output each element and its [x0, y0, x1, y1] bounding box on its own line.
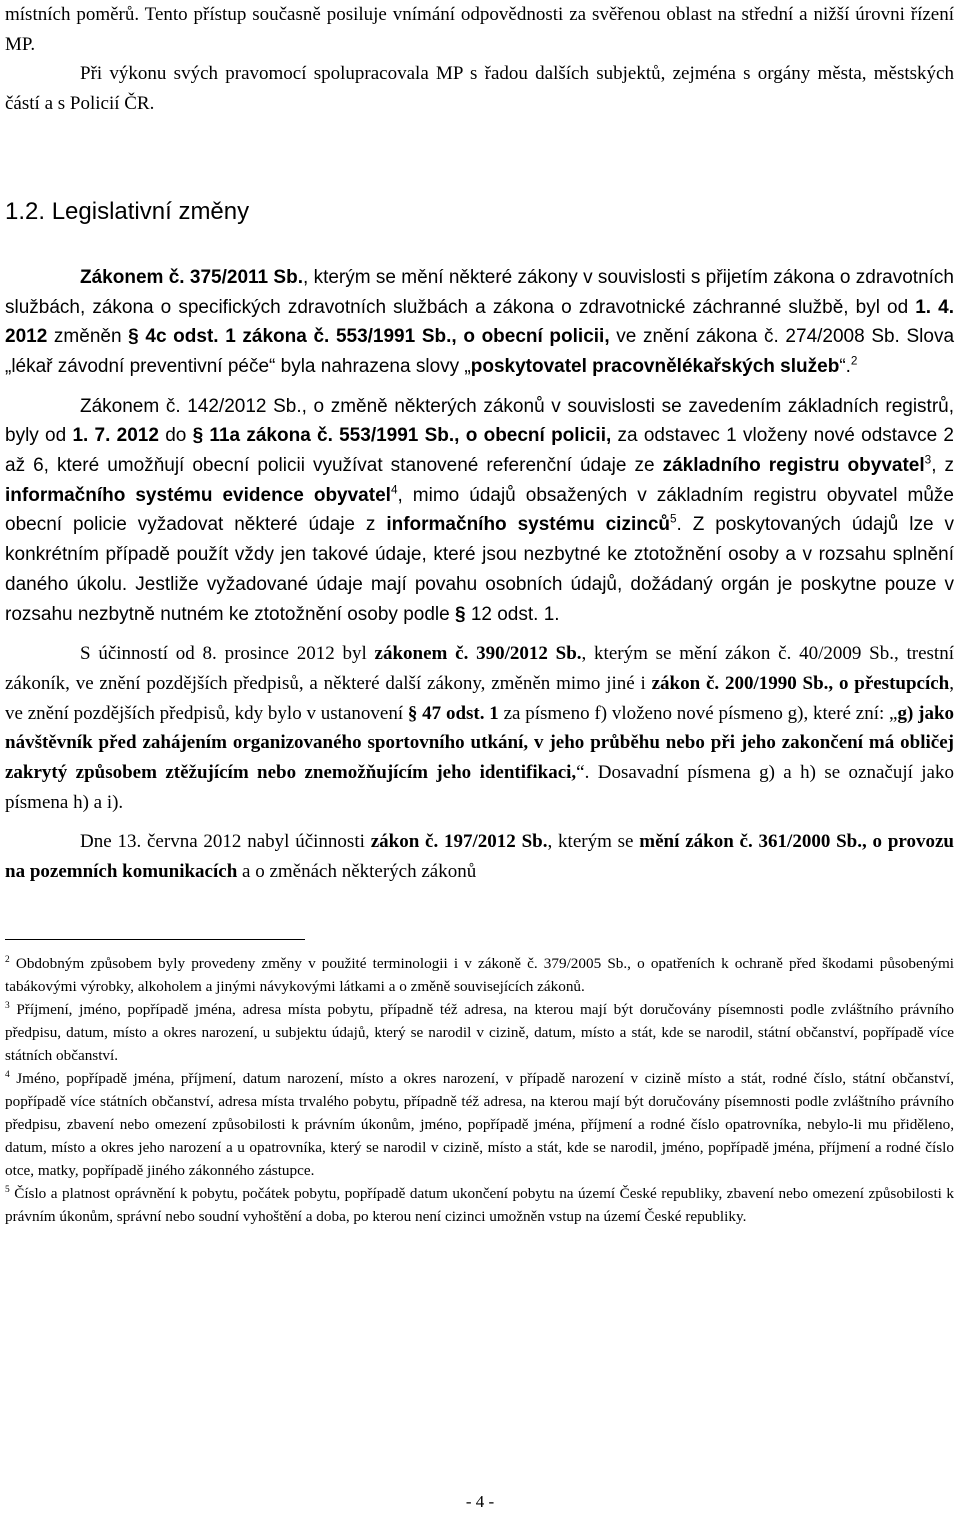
- p2-text-6: . Z poskytovaných údajů lze v konkrétním případě použít vždy jen takové údaje, které jsou nezbytné ke ztotožnění osoby a v rozsahu splnění daného úkolu. Jestliže vyžadované údaje mají povahu osobních údajů, dožádaný orgán je poskytne pouze v rozsahu nezbytně nutném ke ztotožnění osoby podle: [5, 514, 954, 625]
- footnote-separator: [5, 939, 305, 940]
- p1-text-1: , kterým se mění některé zákony v souvislosti s přijetím zákona o zdravotních službách, zákona o specifických zdravotních službách a zákona o zdravotnické záchranné službě, byl od: [5, 266, 954, 318]
- p3-text-1: S účinností od 8. prosince 2012 byl: [80, 643, 375, 665]
- p2-register-1: základního registru obyvatel: [662, 455, 925, 477]
- law-ref-390: zákonem č. 390/2012 Sb.: [374, 643, 582, 665]
- p1-new-term: poskytovatel pracovnělékařských služeb: [470, 355, 840, 377]
- footnote-3: [5, 998, 954, 1067]
- p2-date: 1. 7. 2012: [72, 425, 159, 447]
- p1-text-3: ve znění zákona č. 274/2008 Sb. Slova „lékař závodní preventivní péče“ byla nahrazena slovy „: [5, 326, 955, 377]
- p4-text-1: Dne 13. června 2012 nabyl účinnosti: [80, 831, 371, 853]
- law-ref-142: Zákonem č. 142/2012 Sb.: [80, 395, 302, 417]
- p2-text-1: , o změně některých zákonů v souvislosti se zavedením základních registrů, byly od: [5, 395, 954, 447]
- footnote-ref-2[interactable]: 2: [850, 354, 858, 368]
- body-text: [5, 0, 954, 887]
- p1-text-4: “.: [839, 355, 851, 377]
- paragraph-law-390-2012: [5, 639, 954, 817]
- footnotes: [5, 952, 954, 1228]
- p2-register-3: informačního systému cizinců: [386, 514, 670, 536]
- paragraph-law-375-2011: [5, 263, 954, 382]
- footnote-ref-5[interactable]: 5: [670, 513, 677, 527]
- paragraph-law-142-2012: [5, 392, 954, 630]
- p4-text-3: a o změnách některých zákonů: [237, 861, 477, 883]
- footnote-text: Obdobným způsobem byly provedeny změny v použité terminologii i v zákoně č. 379/2005 Sb., o opatřeních k ochraně před škodami působenými tabákovými výrobky, alkoholem a jinými návykovými látkami a o změně souvisejících zákonů.: [5, 954, 954, 995]
- law-ref-200: zákon č. 200/1990 Sb., o přestupcích: [651, 672, 950, 694]
- law-ref-361: mění zákon č. 361/2000 Sb., o provozu na pozemních komunikacích: [5, 831, 954, 883]
- section-sign: §: [407, 702, 418, 724]
- section-sign: §: [454, 603, 466, 625]
- p3-text-4: za písmeno f) vloženo nové písmeno g), které zní: „: [498, 702, 898, 724]
- p3-provision: 47 odst. 1: [417, 702, 499, 724]
- p1-law-ref: 4c odst. 1 zákona č. 553/1991 Sb., o obecní policii,: [138, 326, 610, 348]
- intro-text-2: Při výkonu svých pravomocí spolupracovala MP s řadou dalších subjektů, zejména s orgány města, městských částí a s Policií ČR.: [5, 63, 954, 115]
- footnote-number: 5: [5, 1184, 10, 1195]
- p2-text-4: , z: [931, 455, 954, 477]
- p3-text-2: , kterým se mění zákon č. 40/2009 Sb., trestní zákoník, ve znění pozdějších předpisů, a některé další zákony, změněn mimo jiné i: [5, 643, 954, 694]
- p2-text-3: za odstavec 1 vloženy nové odstavce 2 až 6, které umožňují obecní policii využívat stanovené referenční údaje ze: [5, 425, 954, 477]
- p2-law-ref: 11a zákona č. 553/1991 Sb., o obecní policii,: [203, 425, 612, 447]
- p2-text-2: do: [158, 425, 193, 447]
- page-number: - 4 -: [465, 1492, 495, 1511]
- p4-text-2: , kterým se: [547, 831, 640, 853]
- intro-paragraph-1: [5, 0, 954, 59]
- footnote-ref-3[interactable]: 3: [924, 453, 932, 467]
- law-ref-375: Zákonem č. 375/2011 Sb.: [80, 266, 303, 288]
- p2-text-5: , mimo údajů obsažených v základním registru obyvatel může obecní policie vyžadovat některé údaje z: [5, 484, 954, 536]
- p2-text-7: 12 odst. 1.: [465, 603, 560, 625]
- p3-text-3: , ve znění pozdějších předpisů, kdy bylo v ustanovení: [5, 672, 954, 724]
- footnote-ref-4[interactable]: 4: [390, 483, 398, 497]
- section-heading: 1.2. Legislativní změny: [5, 197, 250, 225]
- p2-register-2: informačního systému evidence obyvatel: [5, 484, 391, 506]
- paragraph-law-197-2012: [5, 827, 954, 886]
- section-sign: §: [128, 326, 139, 348]
- section-sign: §: [192, 425, 204, 447]
- footnote-text: Jméno, popřípadě jména, příjmení, datum narození, místo a okres narození, v případě narození v cizině místo a stát, rodné číslo, státní občanství, popřípadě více státních občanství, adresa místa trvalého pobytu, případně též adresa, na kterou mají být doručovány písemnosti podle zvláštního právního předpisu, zbavení nebo omezení způsobilosti k právním úkonům, jméno, popřípadě jména, příjmení a rodné číslo opatrovníka, nebylo-li mu přiděleno, datum, místo a okres jeho narození a u opatrovníka, který se narodil v cizině, místo a stát, kde se narodil, jméno, popřípadě jména, příjmení a rodné číslo otce, matky, popřípadě jiného zákonného zástupce.: [5, 1069, 954, 1179]
- footnote-2: [5, 952, 954, 998]
- p1-date: 1. 4. 2012: [5, 296, 954, 348]
- footnote-text: Číslo a platnost oprávnění k pobytu, počátek pobytu, popřípadě datum ukončení pobytu na území České republiky, zbavení nebo omezení způsobilosti k právním úkonům, správní nebo soudní vyhoštění a doba, po kterou není cizinci umožněn vstup na území České republiky.: [5, 1184, 954, 1225]
- law-ref-197: zákon č. 197/2012 Sb.: [370, 831, 548, 853]
- footnote-text: Příjmení, jméno, popřípadě jména, adresa místa pobytu, případně též adresa, na kterou mají být doručovány písemnosti podle zvláštního právního předpisu, datum, místo a okres narození, u subjektu údajů, který se narodil v cizině, datum, místo a stát, kde se narodil, státní občanství, popřípadě více státních občanství.: [5, 1000, 954, 1064]
- intro-text-1: místních poměrů. Tento přístup současně posiluje vnímání odpovědnosti za svěřenou oblast na střední a nižší úrovni řízení MP.: [5, 4, 954, 55]
- footnote-5: [5, 1182, 954, 1228]
- footnote-number: 2: [5, 954, 10, 965]
- p1-text-2: změněn: [47, 326, 129, 348]
- p3-quoted-provision: g) jako návštěvník před zahájením organizovaného sportovního utkání, v jeho průběhu nebo při jeho zakončení má obličej zakrytý způsobem ztěžujícím nebo znemožňujícím jeho identifikaci,: [5, 702, 955, 784]
- footnote-number: 3: [5, 1000, 10, 1011]
- intro-paragraph-2: [5, 59, 954, 118]
- footnote-4: [5, 1067, 954, 1182]
- footnote-number: 4: [5, 1069, 10, 1080]
- p3-text-5: “. Dosavadní písmena g) a h) se označují jako písmena h) a i).: [5, 762, 954, 813]
